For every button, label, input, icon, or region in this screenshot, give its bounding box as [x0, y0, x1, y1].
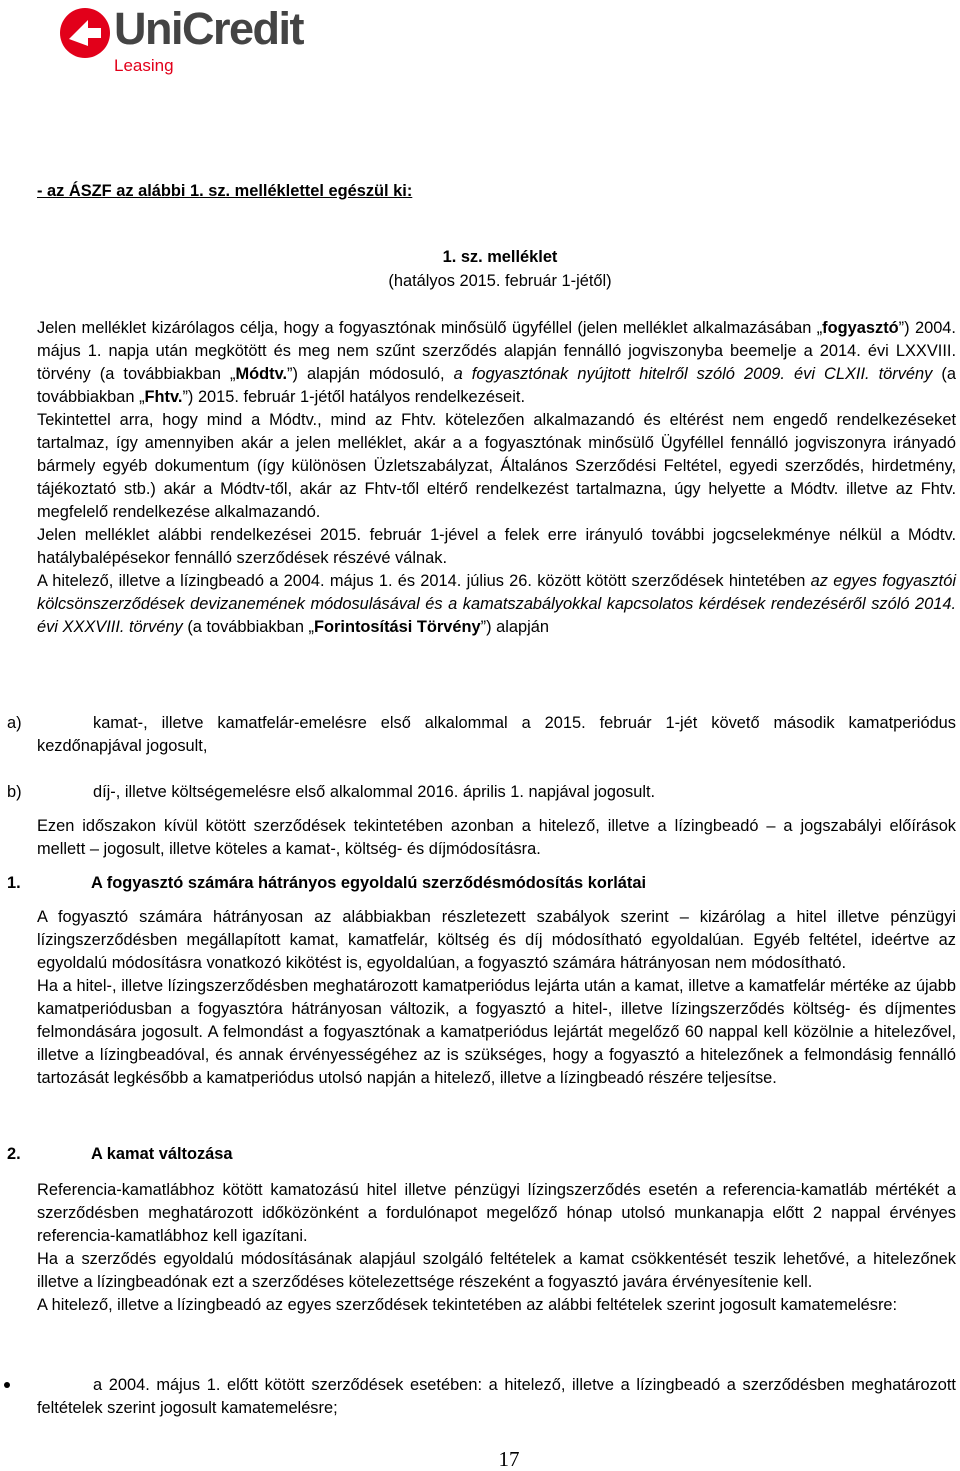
annex-subtitle: (hatályos 2015. február 1-jétől): [388, 272, 612, 290]
paragraph-outside-period: Ezen időszakon kívül kötött szerződések tekintetében azonban a hitelező, illetve a lízingbeadó – a jogszabályi előírások mellett – jogosult, illetve köteles a kamat-, költség- és díjmódosításra.: [37, 817, 956, 858]
section-2-text: [37, 1179, 956, 1317]
paragraph-effective: Jelen melléklet alábbi rendelkezései 2015. február 1-jével a felek erre irányuló további jogcselekménye nélkül a Módtv. hatálybalépésekor fennálló szerződések részévé válnak.: [37, 526, 956, 567]
section-1-paragraph-1: A fogyasztó számára hátrányosan az alábbiakban részletezett szabályok szerint – kizárólag a hitel illetve pénzügyi lízingszerződésben megállapított kamat, kamatfelár, költség és díj módosítható egyoldalúan. Egyéb feltétel, ideértve az egyoldalú módosításra vonatkozó kikötést is, egyoldalúan, a fogyasztó számára hátrányosan nem módosítható.: [37, 908, 956, 972]
logo-subtitle: Leasing: [114, 56, 174, 75]
paragraph-forint-law: A hitelező, illetve a lízingbeadó a 2004. május 1. és 2014. július 26. között kötött szerződések hintetében az egyes fogyasztói kölcsönszerződések devizanemének módosulásával és a kamatszabályokkal kapcsolatos kérdések rendezéséről szóló 2014. évi XXXVIII. törvény (a továbbiakban „Forintosítási Törvény”) alapján: [37, 572, 956, 636]
unicredit-logo-icon: [58, 6, 112, 60]
main-text: [37, 317, 956, 639]
list-item-a: kamat-, illetve kamatfelár-emelésre első alkalommal a 2015. február 1-jét követő második kamatperiódus kezdőnapjával jogosult,: [37, 714, 956, 755]
section-1-text: [37, 906, 956, 1090]
list-label-b: b): [7, 783, 22, 801]
page-number: 17: [498, 1447, 520, 1471]
section-2-paragraph-2: Ha a szerződés egyoldalú módosításának alapjául szolgáló feltételek a kamat csökkentését teszik lehetővé, a hitelezőnek illetve a lízingbeadónak ezt a szerződéses kötelezettsége részeként a fogyasztó javára érvényesítenie kell.: [37, 1250, 956, 1291]
intro-line: - az ÁSZF az alábbi 1. sz. melléklettel egészül ki:: [37, 182, 413, 200]
section-2-heading: 2. A kamat változása: [7, 1145, 233, 1163]
paragraph-purpose: Jelen melléklet kizárólagos célja, hogy a fogyasztónak minősülő ügyféllel (jelen melléklet alkalmazásában „fogyasztó”) 2004. május 1. napja után megkötött és meg nem szűnt szerződés alapján fennálló jogviszonyba beemelje a 2014. évi LXXVIII. törvény (a továbbiakban „Módtv.”) alapján módosuló, a fogyasztónak nyújtott hitelről szóló 2009. évi CLXII. törvény (a továbbiakban „Fhtv.”) 2015. február 1-jétől hatályos rendelkezéseit.: [37, 319, 956, 406]
logo-wordmark: UniCredit: [114, 3, 303, 54]
list-item-b: díj-, illetve költségemelésre első alkalommal 2016. április 1. napjával jogosult.: [93, 783, 656, 801]
unicredit-leasing-logo: [58, 3, 303, 82]
annex-title: 1. sz. melléklet: [442, 248, 558, 266]
section-1-paragraph-2: Ha a hitel-, illetve lízingszerződésben meghatározott kamatperiódus lejárta után a kamat, illetve a kamatfelár mértéke az újabb kamatperiódusban a fogyasztóra hátrányosan változik, a fogyasztó a hitel-, illetve lízingszerződés költség- és díjmentes felmondására jogosult. A felmondást a fogyasztónak a kamatperiódus lejártát megelőző 60 nappal kell közölnie a hitelezővel, illetve a lízingbeadóval, és annak érvényességéhez az is szükséges, hogy a fogyasztó a hitelezőnek a felmondásig fennálló tartozását legkésőbb a kamatperiódus utolsó napján a hitelező, illetve a lízingbeadó részére teljesítse.: [37, 977, 956, 1087]
bullet-item: a 2004. május 1. előtt kötött szerződések esetében: a hitelező, illetve a lízingbeadó a szerződésben meghatározott feltételek szerint jogosult kamatemelésre;: [37, 1376, 956, 1417]
section-2-paragraph-3: A hitelező, illetve a lízingbeadó az egyes szerződések tekintetében az alábbi feltételek szerint jogosult kamatemelésre:: [37, 1296, 898, 1314]
list-label-a: a): [7, 714, 22, 732]
paragraph-mandatory: Tekintettel arra, hogy mind a Módtv., mind az Fhtv. kötelezően alkalmazandó és eltérést nem engedő rendelkezéseket tartalmaz, így amennyiben akár a jelen melléklet, akár a a fogyasztónak minősülő Ügyféllel fennálló jogviszonyra irányadó bármely egyéb dokumentum (így különösen Üzletszabályzat, Általános Szerződési Feltétel, egyedi szerződés, hirdetmény, tájékoztató stb.) akár a Módtv-től, akár az Fhtv-től eltérő rendelkezést tartalmazna, úgy helyette a Módtv. illetve az Fhtv. megfelelő rendelkezése alkalmazandó.: [37, 411, 956, 521]
bullet-marker: [4, 1382, 10, 1388]
section-1-heading: 1. A fogyasztó számára hátrányos egyoldalú szerződésmódosítás korlátai: [7, 874, 647, 892]
section-2-paragraph-1: Referencia-kamatlábhoz kötött kamatozású hitel illetve pénzügyi lízingszerződés esetén a referencia-kamatláb mértékét a szerződésben meghatározott időközönként a fordulónapot megelőző hónap utolsó munkanapja előtt 2 nappal érvényes referencia-kamatlábhoz kell igazítani.: [37, 1181, 956, 1245]
